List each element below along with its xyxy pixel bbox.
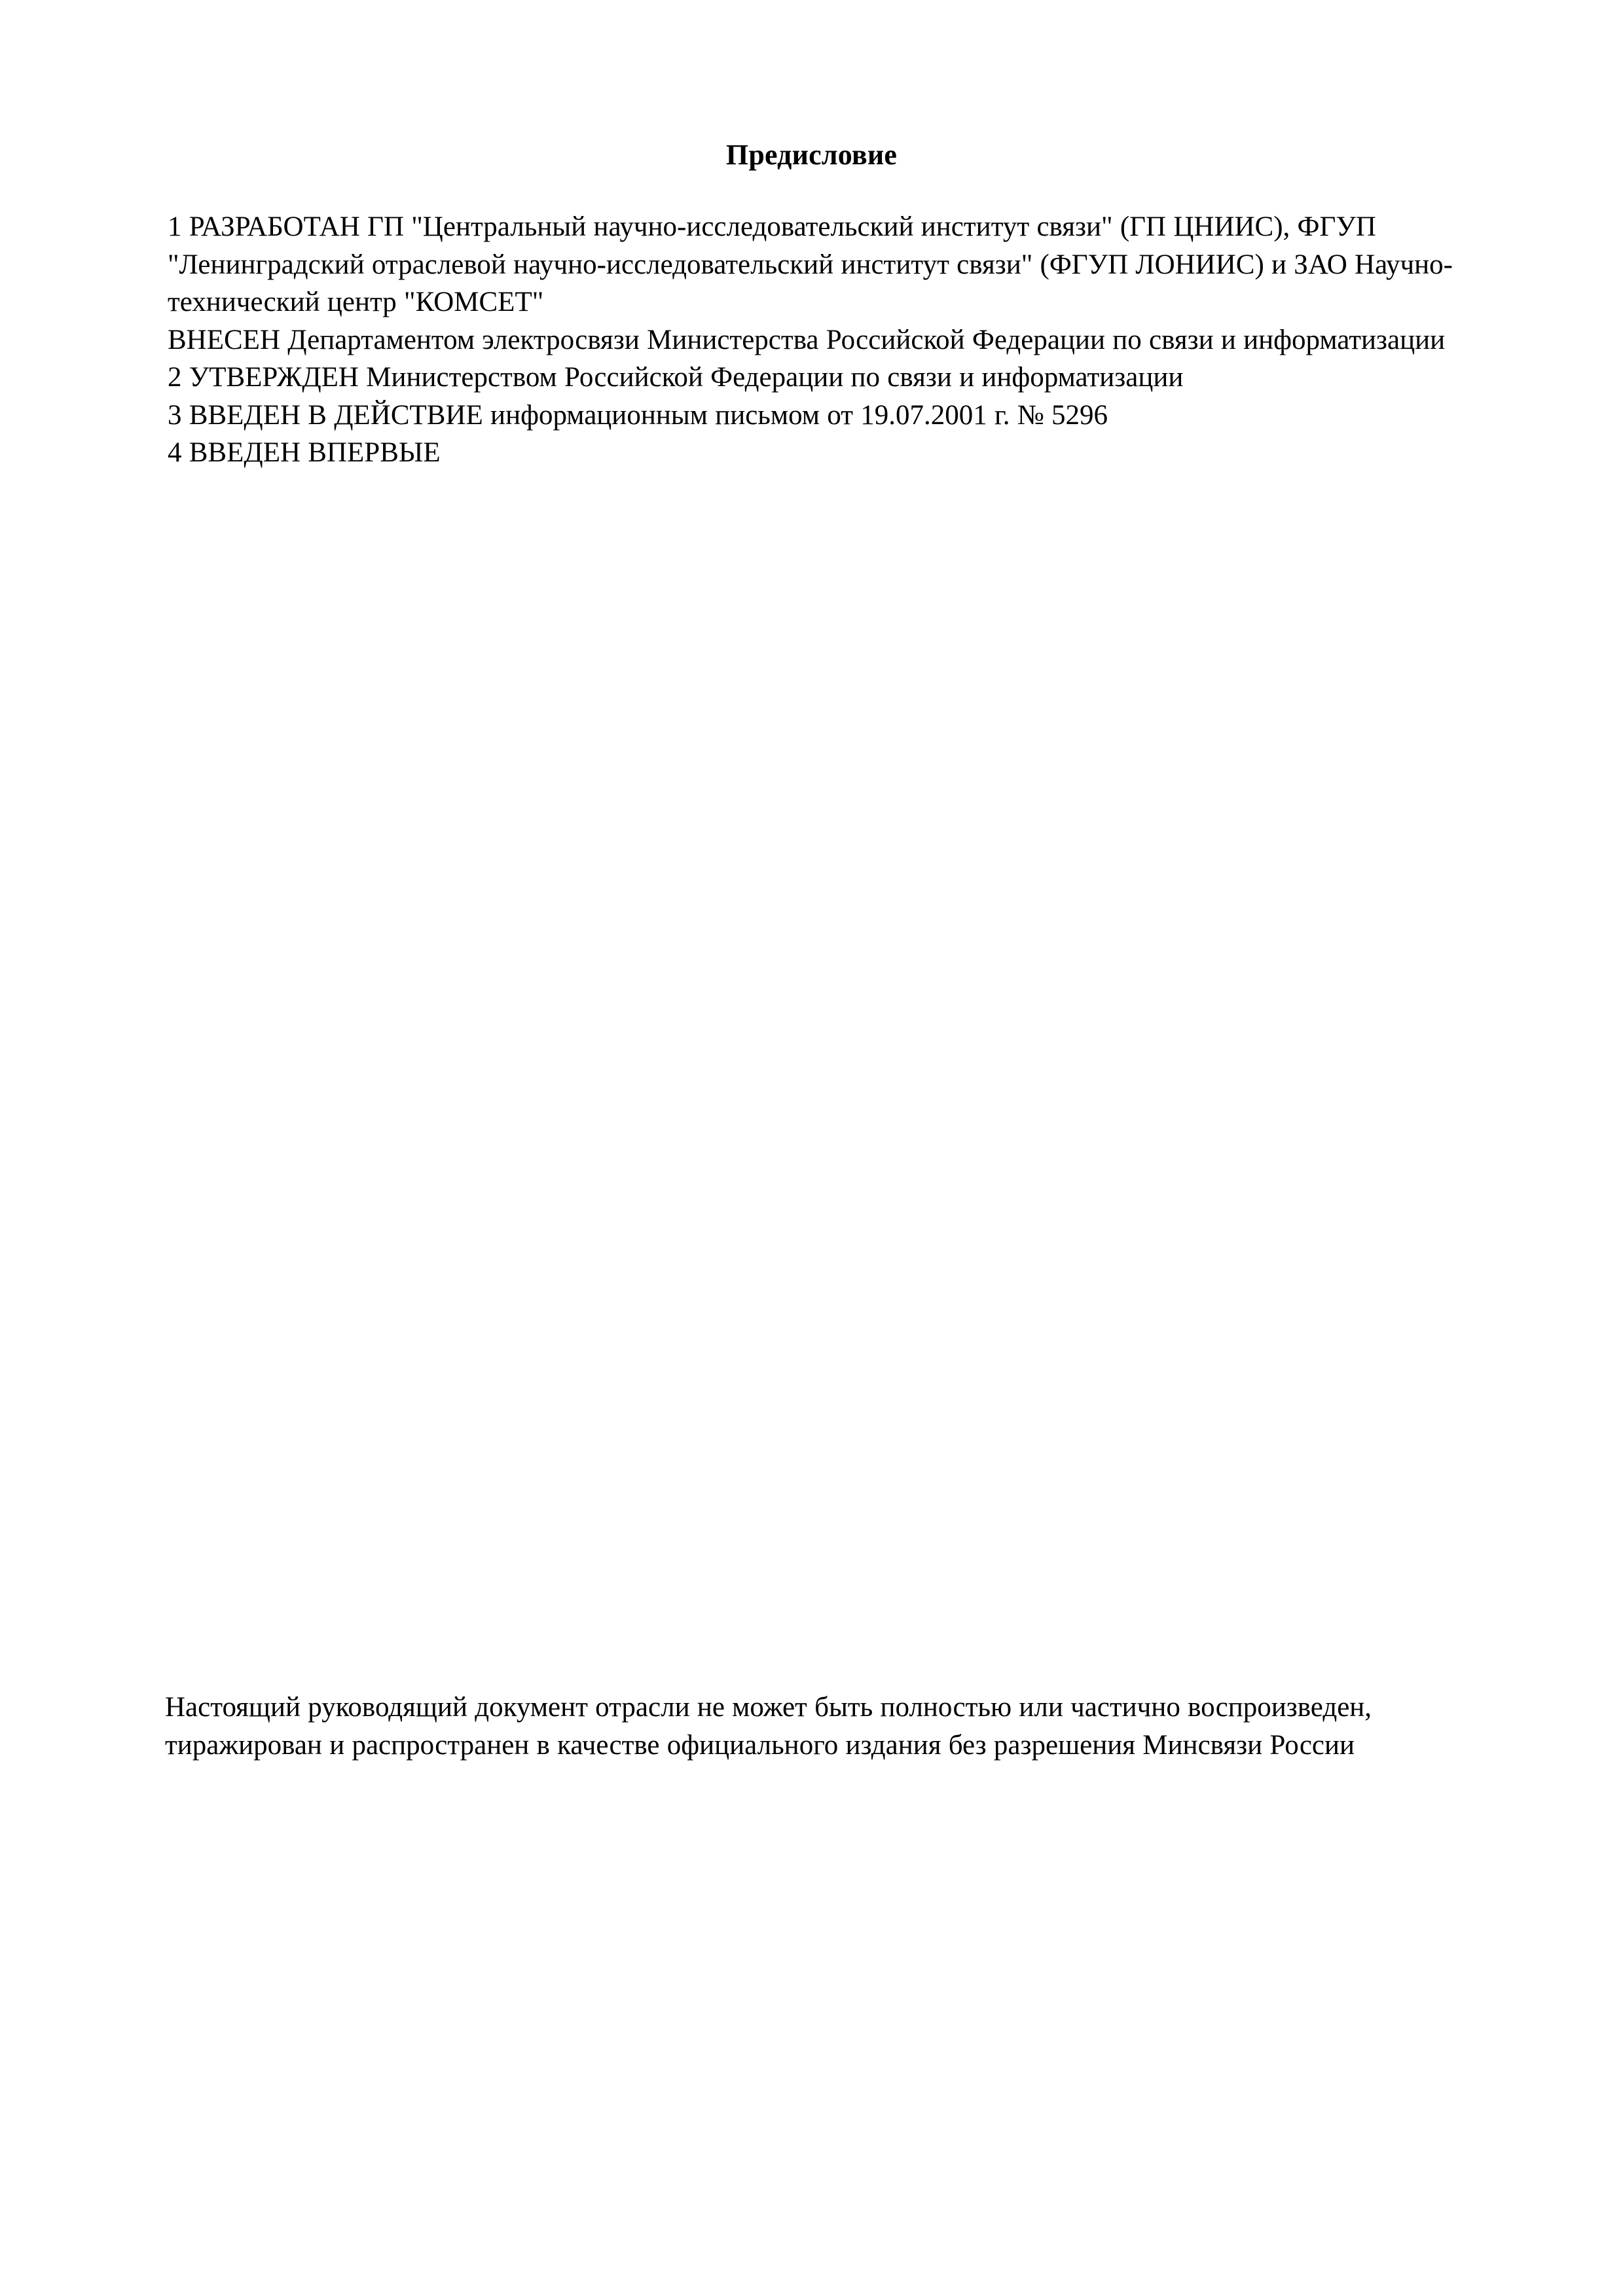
foreword-paragraph-4: 3 ВВЕДЕН В ДЕЙСТВИЕ информационным письмом от 19.07.2001 г. № 5296 <box>168 399 1108 431</box>
page-title: Предисловие <box>725 139 898 171</box>
foreword-paragraph-5: 4 ВВЕДЕН ВПЕРВЫЕ <box>168 437 441 468</box>
foreword-paragraph-3: 2 УТВЕРЖДЕН Министерством Российской Федерации по связи и информатизации <box>168 362 1184 393</box>
copyright-notice-section <box>165 1689 1435 1765</box>
copyright-notice-paragraph: Настоящий руководящий документ отрасли не может быть полностью или частично воспроизведен, тиражирован и распространен в качестве официального издания без разрешения Минсвязи России <box>165 1692 1379 1761</box>
foreword-paragraph-2: ВНЕСЕН Департаментом электросвязи Министерства Российской Федерации по связи и информатизации <box>168 324 1446 355</box>
foreword-paragraph-1: 1 РАЗРАБОТАН ГП "Центральный научно-исследовательский институт связи" (ГП ЦНИИС), ФГУП "Ленинградский отраслевой научно-исследовательский институт связи" (ФГУП ЛОНИИС) и ЗАО Научно-технический центр "КОМСЕТ" <box>168 211 1453 317</box>
foreword-section <box>168 208 1464 472</box>
